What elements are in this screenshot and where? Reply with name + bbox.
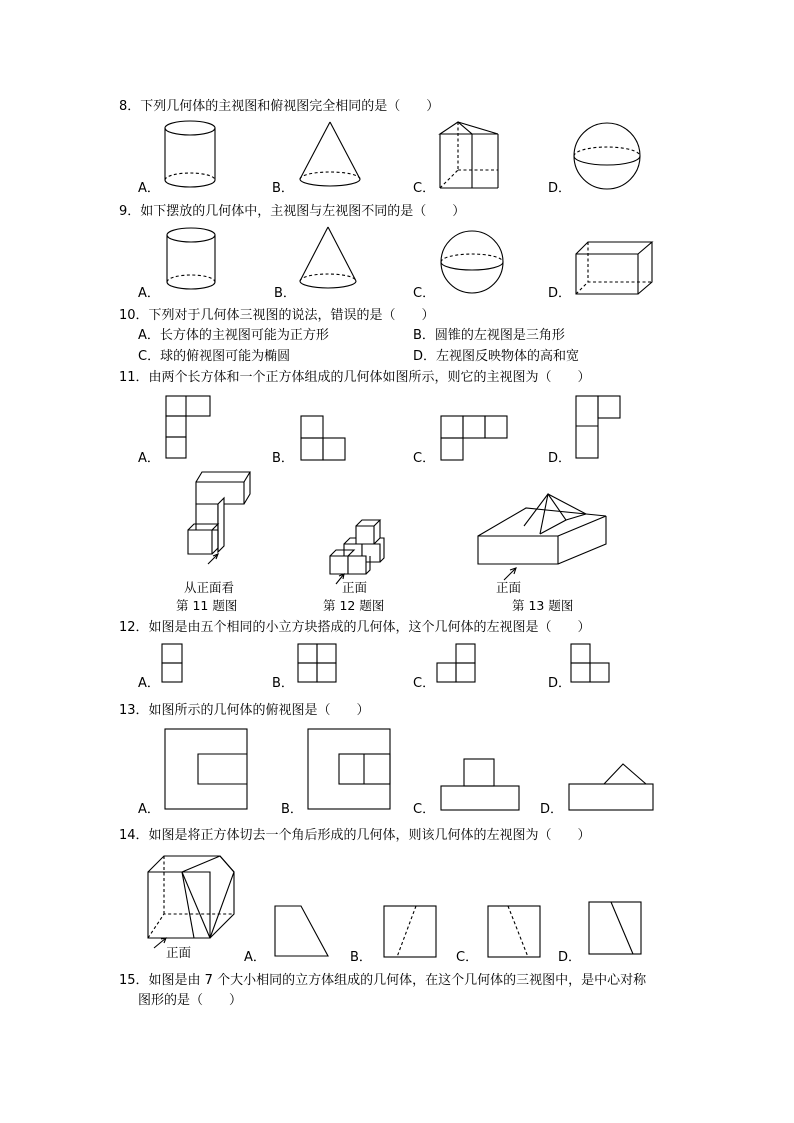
q12-option-a[interactable]: A．	[138, 676, 160, 691]
q14-view-b	[382, 904, 440, 960]
q11-view-c	[439, 414, 509, 462]
cone-icon	[296, 118, 364, 192]
fig12-solid	[326, 516, 388, 578]
q13-option-c[interactable]: C．	[413, 802, 436, 817]
q14-option-c[interactable]: C．	[456, 950, 479, 965]
q11-view-d	[574, 394, 624, 462]
q13-option-b[interactable]: B．	[281, 802, 303, 817]
q9-option-c[interactable]: C．	[413, 286, 436, 301]
q14-option-b[interactable]: B．	[350, 950, 372, 965]
q10-option-c[interactable]: C．球的俯视图可能为椭圆	[138, 349, 291, 364]
q11-view-b	[299, 414, 349, 462]
triangular-prism-icon	[436, 118, 502, 192]
q8-option-d[interactable]: D．	[548, 181, 572, 196]
q9-stem: 9．如下摆放的几何体中，主视图与左视图不同的是（ ）	[119, 204, 466, 219]
fig13-view-label: 正面	[496, 580, 522, 595]
q12-view-c	[436, 643, 478, 685]
q14-view-a	[272, 904, 332, 960]
q14-stem: 14．如图是将正方体切去一个角后形成的几何体，则该几何体的左视图为（ ）	[119, 828, 591, 843]
q10-option-b[interactable]: B．圆锥的左视图是三角形	[413, 328, 565, 343]
q13-view-a	[164, 728, 250, 812]
q10-option-a[interactable]: A．长方体的主视图可能为正方形	[138, 328, 329, 343]
q12-view-d	[570, 643, 612, 685]
fig13-solid	[474, 488, 610, 582]
q11-option-c[interactable]: C．	[413, 451, 436, 466]
q8-option-b[interactable]: B．	[272, 181, 294, 196]
fig12-view-label: 正面	[342, 580, 368, 595]
q13-view-d	[568, 758, 656, 812]
q12-option-d[interactable]: D．	[548, 676, 572, 691]
q13-view-b	[307, 728, 393, 812]
q11-stem: 11．由两个长方体和一个正方体组成的几何体如图所示，则它的主视图为（ ）	[119, 370, 591, 385]
q9-option-a[interactable]: A．	[138, 286, 160, 301]
q14-option-a[interactable]: A．	[244, 950, 266, 965]
q9-option-b[interactable]: B．	[274, 286, 296, 301]
q11-option-a[interactable]: A．	[138, 451, 160, 466]
q13-stem: 13．如图所示的几何体的俯视图是（ ）	[119, 703, 370, 718]
q12-view-b	[297, 643, 339, 685]
q12-stem: 12．如图是由五个相同的小立方块搭成的几何体，这个几何体的左视图是（ ）	[119, 620, 591, 635]
fig11-solid	[180, 468, 260, 578]
q10-stem: 10．下列对于几何体三视图的说法，错误的是（ ）	[119, 308, 435, 323]
q14-solid	[142, 852, 242, 952]
q12-option-b[interactable]: B．	[272, 676, 294, 691]
cylinder-icon	[160, 118, 222, 192]
cylinder-icon	[162, 224, 222, 294]
q11-view-a	[164, 394, 214, 462]
q14-option-d[interactable]: D．	[558, 950, 582, 965]
fig13-caption: 第 13 题图	[512, 598, 574, 613]
q13-option-a[interactable]: A．	[138, 802, 160, 817]
sphere-icon	[570, 118, 644, 192]
q11-option-b[interactable]: B．	[272, 451, 294, 466]
q10-option-d[interactable]: D．左视图反映物体的高和宽	[413, 349, 580, 364]
q15-stem-line1: 15．如图是由 7 个大小相同的立方体组成的几何体，在这个几何体的三视图中，是中心对称	[119, 973, 647, 988]
q11-option-d[interactable]: D．	[548, 451, 572, 466]
q8-stem: 8．下列几何体的主视图和俯视图完全相同的是（ ）	[119, 99, 440, 114]
q14-view-d	[587, 900, 645, 958]
q14-view-c	[486, 904, 544, 960]
fig11-view-label: 从正面看	[184, 580, 235, 595]
cone-icon	[296, 224, 360, 294]
q9-option-d[interactable]: D．	[548, 286, 572, 301]
q14-view-label: 正面	[166, 945, 192, 960]
fig11-caption: 第 11 题图	[176, 598, 238, 613]
q8-option-c[interactable]: C．	[413, 181, 436, 196]
q13-option-d[interactable]: D．	[540, 802, 564, 817]
cuboid-icon	[572, 238, 658, 298]
q13-view-c	[440, 758, 522, 812]
sphere-icon	[438, 228, 508, 298]
q8-option-a[interactable]: A．	[138, 181, 160, 196]
fig12-caption: 第 12 题图	[323, 598, 385, 613]
q12-option-c[interactable]: C．	[413, 676, 436, 691]
q15-stem-line2: 图形的是（ ）	[138, 993, 243, 1008]
q12-view-a	[161, 643, 185, 685]
